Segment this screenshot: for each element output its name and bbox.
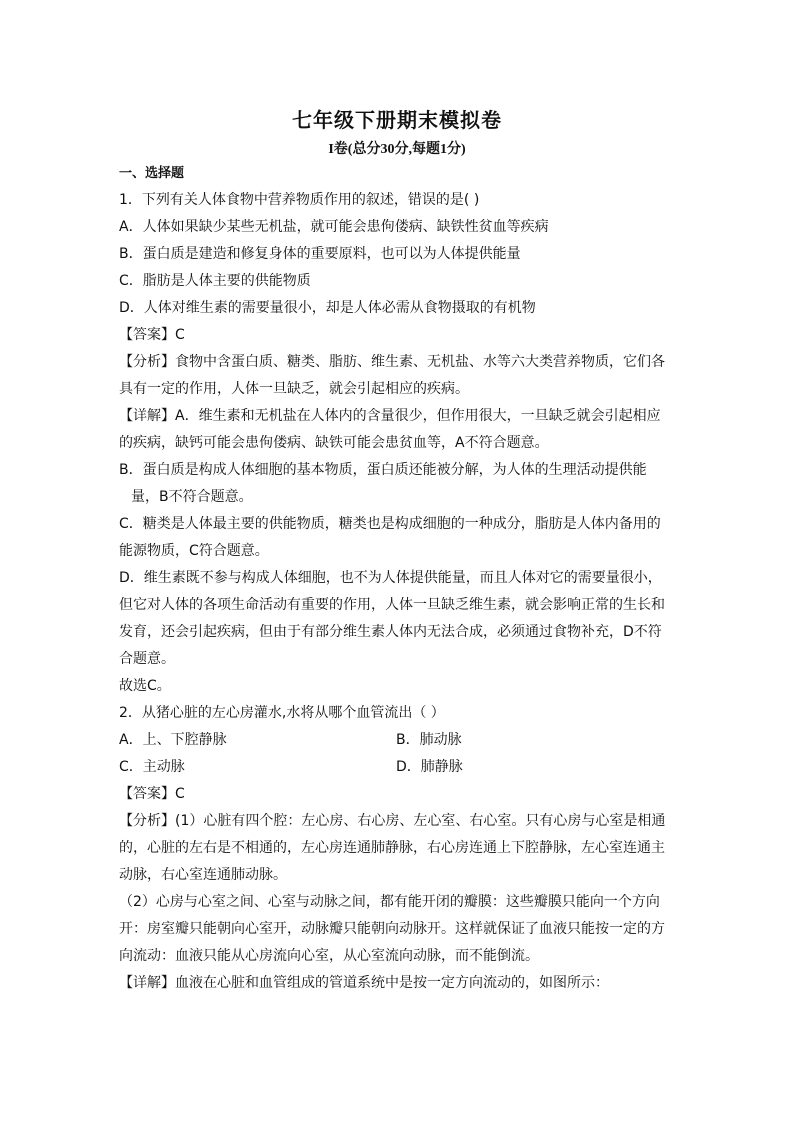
q2-analysis-line: 开：房室瓣只能朝向心室开，动脉瓣只能朝向动脉开。这样就保证了血液只能按一定的方 [119,921,665,937]
q2-answer: 【答案】C [119,786,185,802]
q1-analysis-line: 【分析】食物中含蛋白质、糖类、脂肪、维生素、无机盐、水等六大类营养物质，它们各 [119,354,665,370]
q2-option-c: C．主动脉 [119,759,185,775]
q1-analysis-line: 具有一定的作用，人体一旦缺乏，就会引起相应的疾病。 [119,381,469,397]
section-heading: 一、选择题 [119,166,185,181]
q2-analysis-line: 的，心脏的左右是不相通的，左心房连通肺静脉，右心房连通上下腔静脉，左心室连通主 [119,840,665,856]
q1-conclusion: 故选C。 [119,678,171,694]
q1-detail-line: 的疾病，缺钙可能会患佝偻病、缺铁可能会患贫血等，A不符合题意。 [119,435,549,451]
q1-detail-line: C．糖类是人体最主要的供能物质，糖类也是构成细胞的一种成分，脂肪是人体内备用的 [119,516,661,532]
q2-analysis-line: 向流动：血液只能从心房流向心室，从心室流向动脉，而不能倒流。 [119,948,539,964]
q2-stem: 2．从猪心脏的左心房灌水,水将从哪个血管流出（ ） [119,705,445,721]
page-title: 七年级下册期末模拟卷 [292,108,502,132]
page-subtitle: I卷(总分30分,每题1分) [328,142,466,157]
q1-detail-line: 能源物质，C符合题意。 [119,543,269,559]
q1-option-c: C．脂肪是人体主要的供能物质 [119,273,311,289]
q1-detail-line: 发育，还会引起疾病，但由于有部分维生素人体内无法合成，必须通过食物补充，D不符 [119,624,662,640]
q2-detail-line: 【详解】血液在心脏和血管组成的管道系统中是按一定方向流动的，如图所示： [119,975,609,991]
q2-analysis-line: 【分析】(1）心脏有四个腔：左心房、右心房、左心室、右心室。只有心房与心室是相通 [119,813,666,829]
q1-detail-line: B．蛋白质是构成人体细胞的基本物质，蛋白质还能被分解，为人体的生理活动提供能 [119,462,647,478]
q1-option-a: A．人体如果缺少某些无机盐，就可能会患佝偻病、缺铁性贫血等疾病 [119,219,549,235]
q2-options-row [119,727,679,754]
exam-content [119,160,679,997]
q2-option-a: A．上、下腔静脉 [119,732,227,748]
q1-option-b: B．蛋白质是建造和修复身体的重要原料，也可以为人体提供能量 [119,246,521,262]
q2-analysis-line: （2）心房与心室之间、心室与动脉之间，都有能开闭的瓣膜：这些瓣膜只能向一个方向 [119,894,660,910]
q1-detail-line: 合题意。 [119,651,175,667]
q1-stem: 1．下列有关人体食物中营养物质作用的叙述，错误的是( ) [119,192,480,208]
q1-answer: 【答案】C [119,327,185,343]
q1-detail-line: 【详解】A．维生素和无机盐在人体内的含量很少，但作用很大，一旦缺乏就会引起相应 [119,408,661,424]
q1-detail-line: 但它对人体的各项生命活动有重要的作用，人体一旦缺乏维生素，就会影响正常的生长和 [119,597,665,613]
q2-options-row [119,754,679,781]
q1-detail-line: D．维生素既不参与构成人体细胞，也不为人体提供能量，而且人体对它的需要量很小， [119,570,662,586]
q1-detail-line: 量，B不符合题意。 [131,489,253,505]
q2-option-b: B．肺动脉 [396,732,462,748]
q2-option-d: D．肺静脉 [396,759,463,775]
q1-option-d: D．人体对维生素的需要量很小，却是人体必需从食物摄取的有机物 [119,300,536,316]
q2-analysis-line: 动脉，右心室连通肺动脉。 [119,867,287,883]
